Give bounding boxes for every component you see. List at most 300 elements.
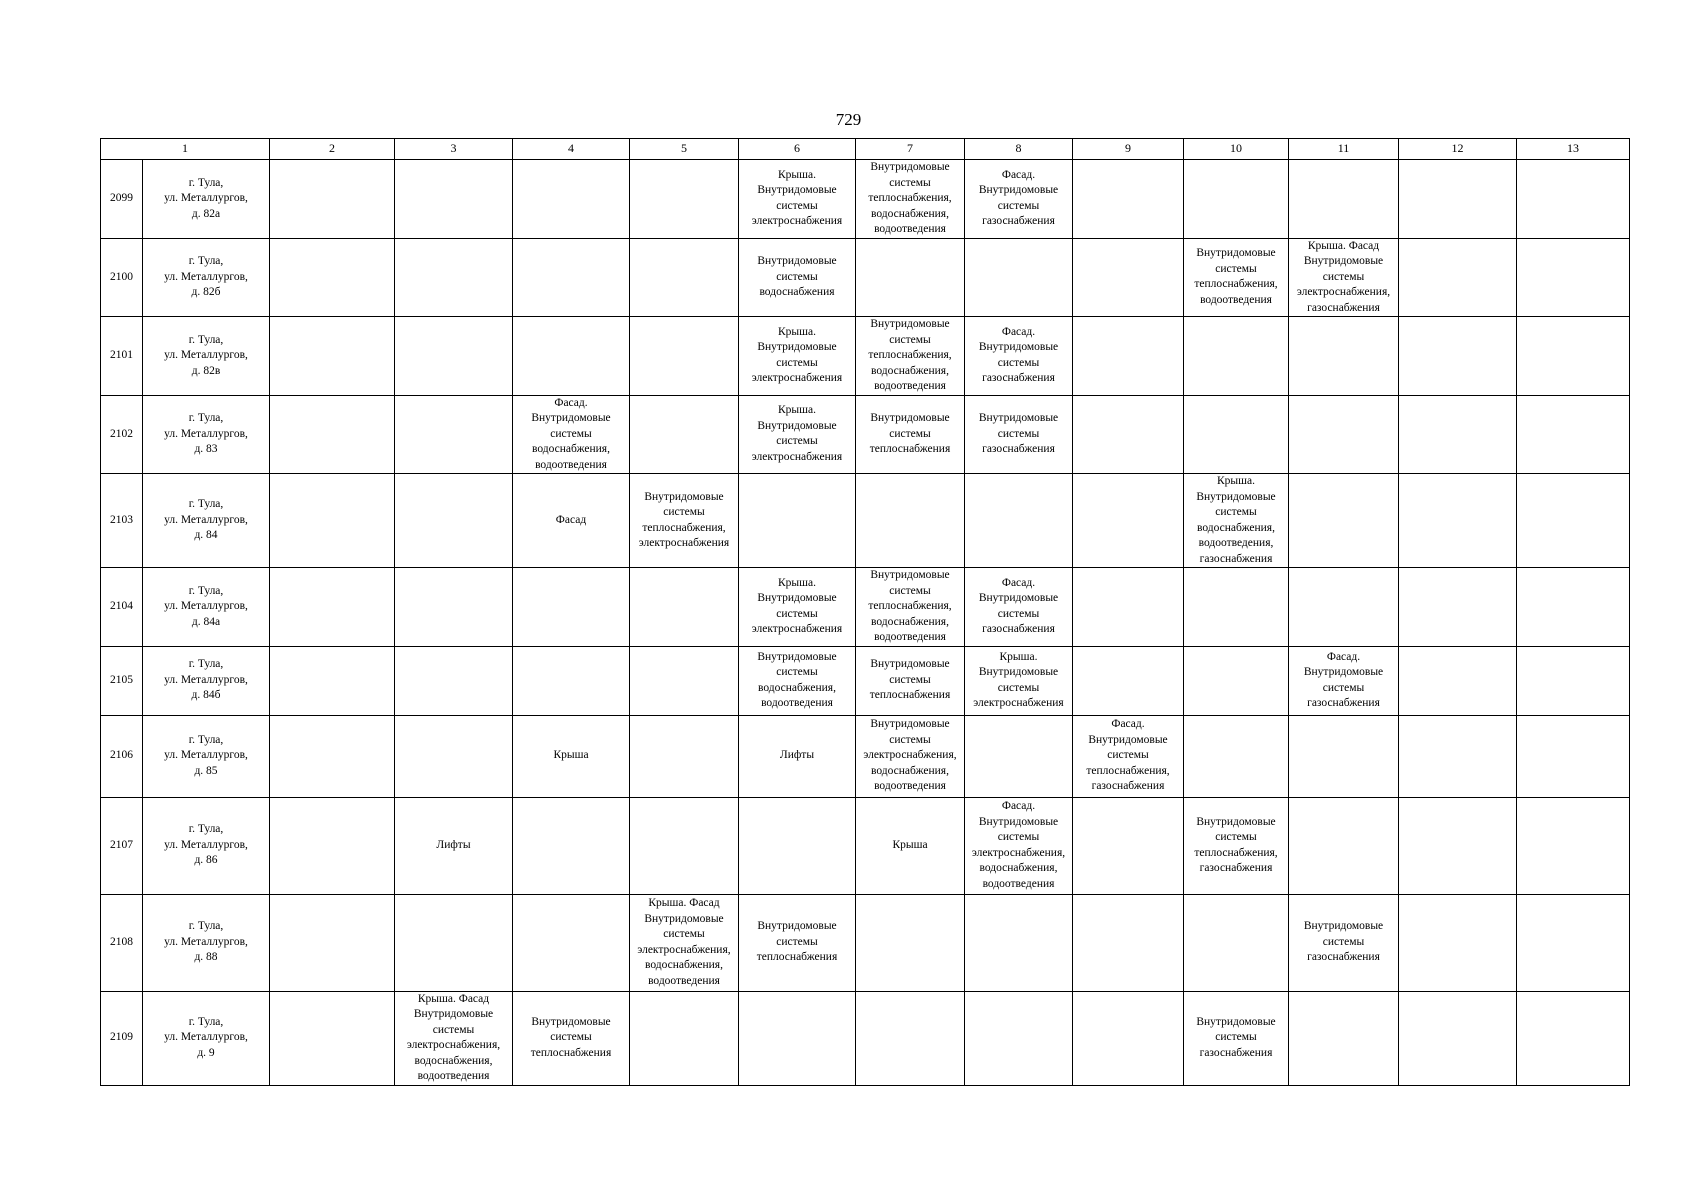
cell-line: газоснабжения: [1199, 552, 1273, 565]
cell-line: г. Тула,: [188, 1015, 224, 1028]
cell-line: Внутридомовые: [757, 592, 837, 605]
column-header-8: 8: [965, 139, 1073, 160]
work-cell-col-12: [1399, 238, 1517, 317]
work-cell-col-11: [1289, 991, 1399, 1085]
cell-line: системы: [776, 607, 818, 620]
work-cell-col-9: [1073, 715, 1184, 797]
work-cell-col-10: [1184, 238, 1289, 317]
cell-line: Крыша.: [778, 168, 816, 181]
cell-line: д. 82а: [191, 207, 221, 220]
work-cell-col-12: [1399, 160, 1517, 239]
work-cell-col-5: [630, 894, 739, 991]
cell-line: д. 86: [194, 854, 218, 867]
column-header-9: 9: [1073, 139, 1184, 160]
column-header-3: 3: [395, 139, 513, 160]
cell-line: системы: [776, 199, 818, 212]
page-number: 729: [835, 110, 862, 129]
column-header-11: 11: [1289, 139, 1399, 160]
work-cell-col-9: [1073, 797, 1184, 894]
cell-line: ул. Металлургов,: [164, 270, 248, 283]
cell-line: системы: [776, 435, 818, 448]
work-cell-col-4: [513, 474, 630, 568]
work-cell-col-7: [856, 991, 965, 1085]
work-cell-col-6: [739, 646, 856, 715]
cell-line: водоотведения: [874, 380, 946, 392]
cell-line: системы: [889, 733, 931, 746]
cell-line: Крыша. Фасад: [1307, 239, 1380, 252]
work-cell-col-3: [395, 395, 513, 474]
address-cell: [143, 646, 270, 715]
work-cell-col-4: [513, 160, 630, 239]
work-cell-col-8: [965, 991, 1073, 1085]
repair-plan-table: [100, 138, 1630, 1086]
work-cell-col-7: [856, 238, 965, 317]
cell-line: Внутридомовые: [757, 184, 837, 197]
work-cell-col-5: [630, 646, 739, 715]
work-cell-col-3: [395, 238, 513, 317]
cell-line: системы: [1215, 262, 1257, 275]
work-cell-col-3: [395, 317, 513, 396]
address-cell: [143, 797, 270, 894]
work-cell-col-7: [856, 395, 965, 474]
cell-line: водоотведения: [648, 974, 720, 987]
work-cell-col-6: [739, 317, 856, 396]
work-cell-col-4: [513, 797, 630, 894]
work-cell-col-7: [856, 160, 965, 239]
work-cell-col-4: [513, 715, 630, 797]
work-cell-col-2: [270, 894, 395, 991]
cell-line: Фасад.: [1111, 718, 1145, 731]
work-cell-col-2: [270, 715, 395, 797]
work-cell-col-6: [739, 797, 856, 894]
cell-line: Внутридомовые: [870, 412, 950, 424]
cell-line: Внутридомовые: [1196, 247, 1276, 260]
cell-line: ул. Металлургов,: [164, 1031, 248, 1044]
cell-line: системы: [1322, 935, 1365, 948]
row-number: 2103: [101, 474, 143, 568]
cell-line: водоотведения: [874, 631, 946, 643]
work-cell-col-13: [1517, 160, 1630, 239]
cell-line: Внутридомовые: [1196, 815, 1276, 828]
work-cell-col-5: [630, 568, 739, 647]
work-cell-col-13: [1517, 991, 1630, 1085]
work-cell-col-2: [270, 991, 395, 1085]
cell-line: ул. Металлургов,: [164, 673, 248, 686]
cell-line: Внутридомовые: [978, 666, 1059, 678]
work-cell-col-3: [395, 160, 513, 239]
cell-line: Крыша. Фасад: [648, 897, 720, 909]
work-cell-col-2: [270, 646, 395, 715]
cell-line: г. Тула,: [188, 823, 224, 836]
cell-line: Крыша: [553, 749, 589, 762]
cell-line: водоотведения: [1200, 293, 1272, 306]
work-cell-col-2: [270, 160, 395, 239]
work-cell-col-11: [1289, 395, 1399, 474]
cell-line: Внутридомовые: [978, 341, 1059, 354]
cell-line: системы: [1215, 831, 1257, 843]
cell-line: газоснабжения: [982, 443, 1055, 455]
cell-line: Внутридомовые: [757, 255, 837, 267]
cell-line: системы: [997, 356, 1040, 369]
work-cell-col-9: [1073, 238, 1184, 317]
cell-line: д. 84: [194, 529, 218, 542]
cell-line: системы: [776, 935, 818, 948]
cell-line: теплоснабжения,: [868, 349, 952, 361]
column-header-5: 5: [630, 139, 739, 160]
cell-line: газоснабжения: [1199, 862, 1273, 874]
cell-line: г. Тула,: [188, 498, 224, 511]
work-cell-col-7: [856, 894, 965, 991]
work-cell-col-10: [1184, 317, 1289, 396]
work-cell-col-12: [1399, 646, 1517, 715]
table-row: [101, 395, 1630, 474]
row-number: 2104: [101, 568, 143, 647]
cell-line: Фасад: [555, 513, 587, 526]
address-cell: [143, 160, 270, 239]
work-cell-col-3: [395, 474, 513, 568]
cell-line: водоотведения: [982, 877, 1055, 890]
cell-line: Крыша.: [778, 404, 816, 417]
work-cell-col-4: [513, 646, 630, 715]
work-cell-col-11: [1289, 646, 1399, 715]
row-number: 2100: [101, 238, 143, 317]
cell-line: Внутридомовые: [870, 161, 950, 173]
cell-line: системы: [997, 681, 1040, 694]
cell-line: теплоснабжения,: [642, 521, 726, 534]
work-cell-col-4: [513, 568, 630, 647]
cell-line: ул. Металлургов,: [164, 935, 248, 948]
column-header-12: 12: [1399, 139, 1517, 160]
cell-line: водоснабжения,: [532, 443, 610, 455]
cell-line: водоснабжения,: [871, 764, 949, 777]
work-cell-col-13: [1517, 317, 1630, 396]
work-cell-col-8: [965, 646, 1073, 715]
table-row: [101, 715, 1630, 797]
work-cell-col-3: [395, 991, 513, 1085]
row-number: 2099: [101, 160, 143, 239]
cell-line: водоснабжения,: [414, 1054, 493, 1067]
work-cell-col-10: [1184, 894, 1289, 991]
cell-line: газоснабжения: [1307, 697, 1380, 709]
table-row: [101, 317, 1630, 396]
cell-line: водоотведения: [874, 780, 946, 793]
cell-line: Фасад.: [1001, 325, 1036, 338]
work-cell-col-10: [1184, 395, 1289, 474]
cell-line: теплоснабжения,: [1086, 764, 1170, 777]
work-cell-col-7: [856, 715, 965, 797]
work-cell-col-8: [965, 568, 1073, 647]
cell-line: д. 82в: [191, 364, 221, 377]
work-cell-col-11: [1289, 160, 1399, 239]
cell-line: Внутридомовые: [757, 341, 837, 354]
cell-line: Внутридомовые: [1303, 920, 1384, 933]
address-cell: [143, 991, 270, 1085]
cell-line: Внутридомовые: [644, 490, 724, 503]
cell-line: г. Тула,: [188, 176, 224, 189]
cell-line: газоснабжения: [1307, 951, 1380, 964]
cell-line: д. 84а: [191, 615, 221, 628]
table-row: [101, 646, 1630, 715]
cell-line: газоснабжения: [982, 215, 1055, 228]
cell-line: водоотведения: [535, 458, 607, 471]
cell-line: системы: [663, 506, 705, 518]
cell-line: водоотведения: [761, 697, 833, 709]
cell-line: Внутридомовые: [978, 412, 1059, 424]
cell-line: системы: [1322, 270, 1365, 283]
work-cell-col-6: [739, 474, 856, 568]
table-row: [101, 894, 1630, 991]
cell-line: Лифты: [436, 838, 471, 851]
table-row: [101, 568, 1630, 647]
cell-line: системы: [889, 673, 931, 686]
cell-line: г. Тула,: [188, 333, 224, 346]
work-cell-col-8: [965, 160, 1073, 239]
work-cell-col-3: [395, 568, 513, 647]
cell-line: системы: [1322, 681, 1365, 694]
cell-line: электроснабжения: [638, 537, 730, 549]
cell-line: Внутридомовые: [978, 815, 1059, 828]
cell-line: Внутридомовые: [644, 912, 724, 925]
cell-line: г. Тула,: [188, 733, 224, 746]
cell-line: газоснабжения: [982, 372, 1055, 385]
cell-line: Фасад.: [1001, 576, 1036, 589]
cell-line: электроснабжения,: [863, 749, 957, 762]
cell-line: газоснабжения: [1307, 301, 1380, 314]
work-cell-col-9: [1073, 474, 1184, 568]
cell-line: водоснабжения,: [871, 207, 949, 220]
cell-line: Фасад.: [1001, 800, 1036, 812]
cell-line: Фасад.: [1326, 650, 1361, 663]
cell-line: д. 82б: [191, 286, 221, 298]
cell-line: Крыша.: [999, 650, 1038, 663]
work-cell-col-5: [630, 395, 739, 474]
cell-line: теплоснабжения,: [1194, 278, 1278, 291]
cell-line: г. Тула,: [188, 412, 224, 424]
work-cell-col-13: [1517, 797, 1630, 894]
row-number: 2102: [101, 395, 143, 474]
cell-line: Фасад.: [1001, 168, 1036, 181]
work-cell-col-9: [1073, 160, 1184, 239]
row-number: 2108: [101, 894, 143, 991]
cell-line: электроснабжения: [751, 215, 843, 228]
cell-line: системы: [432, 1023, 475, 1036]
work-cell-col-10: [1184, 797, 1289, 894]
cell-line: электроснабжения: [751, 372, 843, 385]
work-cell-col-5: [630, 797, 739, 894]
cell-line: системы: [997, 427, 1040, 440]
cell-line: ул. Металлургов,: [164, 427, 248, 440]
work-cell-col-12: [1399, 474, 1517, 568]
work-cell-col-5: [630, 317, 739, 396]
cell-line: ул. Металлургов,: [164, 749, 248, 762]
work-cell-col-13: [1517, 715, 1630, 797]
cell-line: электроснабжения: [973, 697, 1064, 709]
address-cell: [143, 238, 270, 317]
work-cell-col-4: [513, 317, 630, 396]
cell-line: Внутридомовые: [978, 592, 1059, 605]
cell-line: водоснабжения,: [979, 862, 1058, 874]
cell-line: Внутридомовые: [413, 1008, 494, 1020]
work-cell-col-12: [1399, 568, 1517, 647]
cell-line: Внутридомовые: [1196, 490, 1276, 503]
work-cell-col-2: [270, 797, 395, 894]
work-cell-col-12: [1399, 894, 1517, 991]
cell-line: системы: [997, 199, 1040, 212]
work-cell-col-11: [1289, 238, 1399, 317]
cell-line: теплоснабжения,: [868, 192, 952, 204]
cell-line: д. 85: [194, 764, 218, 777]
table-row: [101, 160, 1630, 239]
column-header-6: 6: [739, 139, 856, 160]
address-cell: [143, 317, 270, 396]
work-cell-col-10: [1184, 715, 1289, 797]
row-number: 2101: [101, 317, 143, 396]
address-cell: [143, 395, 270, 474]
work-cell-col-6: [739, 568, 856, 647]
work-cell-col-2: [270, 395, 395, 474]
work-cell-col-7: [856, 474, 965, 568]
work-cell-col-7: [856, 568, 965, 647]
cell-line: электроснабжения,: [637, 943, 731, 956]
cell-line: водоотведения: [417, 1070, 490, 1082]
table-row: [101, 991, 1630, 1085]
cell-line: д. 88: [194, 951, 218, 964]
work-cell-col-4: [513, 238, 630, 317]
table-row: [101, 474, 1630, 568]
cell-line: г. Тула,: [188, 658, 224, 671]
work-cell-col-2: [270, 238, 395, 317]
cell-line: системы: [1215, 506, 1257, 518]
cell-line: водоснабжения,: [758, 681, 836, 694]
column-header-10: 10: [1184, 139, 1289, 160]
cell-line: Крыша.: [778, 325, 816, 338]
cell-line: водоснабжения,: [871, 364, 949, 377]
work-cell-col-9: [1073, 646, 1184, 715]
cell-line: системы: [997, 831, 1040, 843]
cell-line: электроснабжения,: [1296, 286, 1391, 298]
work-cell-col-11: [1289, 715, 1399, 797]
cell-line: ул. Металлургов,: [164, 349, 248, 361]
address-cell: [143, 474, 270, 568]
column-header-2: 2: [270, 139, 395, 160]
cell-line: Внутридомовые: [757, 650, 837, 663]
work-cell-col-8: [965, 715, 1073, 797]
cell-line: д. 83: [194, 443, 218, 455]
work-cell-col-6: [739, 894, 856, 991]
cell-line: электроснабжения,: [406, 1039, 501, 1051]
work-cell-col-8: [965, 894, 1073, 991]
cell-line: ул. Металлургов,: [164, 838, 248, 851]
work-cell-col-11: [1289, 797, 1399, 894]
work-cell-col-12: [1399, 317, 1517, 396]
cell-line: теплоснабжения: [756, 951, 838, 964]
header-row: [101, 139, 1630, 160]
work-cell-col-12: [1399, 395, 1517, 474]
cell-line: Внутридомовые: [1196, 1015, 1276, 1028]
work-cell-col-8: [965, 474, 1073, 568]
work-cell-col-6: [739, 715, 856, 797]
cell-line: водоотведения,: [1198, 537, 1274, 549]
cell-line: системы: [889, 176, 931, 189]
work-cell-col-9: [1073, 317, 1184, 396]
work-cell-col-13: [1517, 238, 1630, 317]
address-cell: [143, 568, 270, 647]
cell-line: электроснабжения: [751, 450, 843, 463]
cell-line: газоснабжения: [982, 623, 1055, 636]
cell-line: г. Тула,: [188, 920, 224, 933]
cell-line: теплоснабжения,: [1194, 846, 1278, 859]
cell-line: системы: [776, 270, 818, 283]
work-cell-col-8: [965, 317, 1073, 396]
work-cell-col-11: [1289, 894, 1399, 991]
cell-line: Внутридомовые: [531, 412, 611, 424]
work-cell-col-10: [1184, 568, 1289, 647]
cell-line: водоснабжения,: [645, 959, 723, 971]
cell-line: д. 84б: [191, 689, 221, 702]
cell-line: Внутридомовые: [978, 184, 1059, 197]
cell-line: Внутридомовые: [870, 569, 950, 581]
cell-line: г. Тула,: [188, 255, 224, 267]
work-cell-col-2: [270, 474, 395, 568]
cell-line: Внутридомовые: [870, 718, 950, 731]
address-cell: [143, 894, 270, 991]
cell-line: системы: [550, 427, 592, 440]
work-cell-col-6: [739, 991, 856, 1085]
row-number: 2107: [101, 797, 143, 894]
table-row: [101, 238, 1630, 317]
cell-line: системы: [663, 928, 705, 940]
work-cell-col-13: [1517, 894, 1630, 991]
cell-line: газоснабжения: [1199, 1046, 1273, 1059]
work-cell-col-11: [1289, 474, 1399, 568]
cell-line: системы: [997, 607, 1040, 620]
cell-line: Крыша.: [778, 576, 816, 589]
work-cell-col-9: [1073, 894, 1184, 991]
work-cell-col-8: [965, 797, 1073, 894]
work-cell-col-6: [739, 238, 856, 317]
cell-line: системы: [550, 1031, 592, 1044]
address-cell: [143, 715, 270, 797]
work-cell-col-9: [1073, 395, 1184, 474]
work-cell-col-13: [1517, 395, 1630, 474]
cell-line: Внутридомовые: [1303, 666, 1384, 678]
cell-line: системы: [889, 427, 931, 440]
cell-line: теплоснабжения: [869, 689, 951, 702]
cell-line: Внутридомовые: [1303, 255, 1384, 267]
cell-line: системы: [889, 584, 931, 597]
cell-line: Лифты: [779, 749, 815, 762]
work-cell-col-11: [1289, 317, 1399, 396]
cell-line: Крыша. Фасад: [417, 992, 490, 1005]
cell-line: теплоснабжения: [869, 443, 951, 455]
cell-line: д. 9: [197, 1046, 215, 1059]
cell-line: электроснабжения: [751, 623, 843, 636]
cell-line: ул. Металлургов,: [164, 192, 248, 204]
work-cell-col-10: [1184, 160, 1289, 239]
work-cell-col-9: [1073, 568, 1184, 647]
cell-line: Внутридомовые: [1088, 733, 1168, 746]
work-cell-col-3: [395, 646, 513, 715]
work-cell-col-10: [1184, 474, 1289, 568]
column-header-13: 13: [1517, 139, 1630, 160]
work-cell-col-12: [1399, 715, 1517, 797]
cell-line: Внутридомовые: [757, 419, 837, 432]
table-row: [101, 797, 1630, 894]
work-cell-col-5: [630, 715, 739, 797]
work-cell-col-7: [856, 646, 965, 715]
work-cell-col-3: [395, 797, 513, 894]
cell-line: системы: [776, 666, 818, 678]
